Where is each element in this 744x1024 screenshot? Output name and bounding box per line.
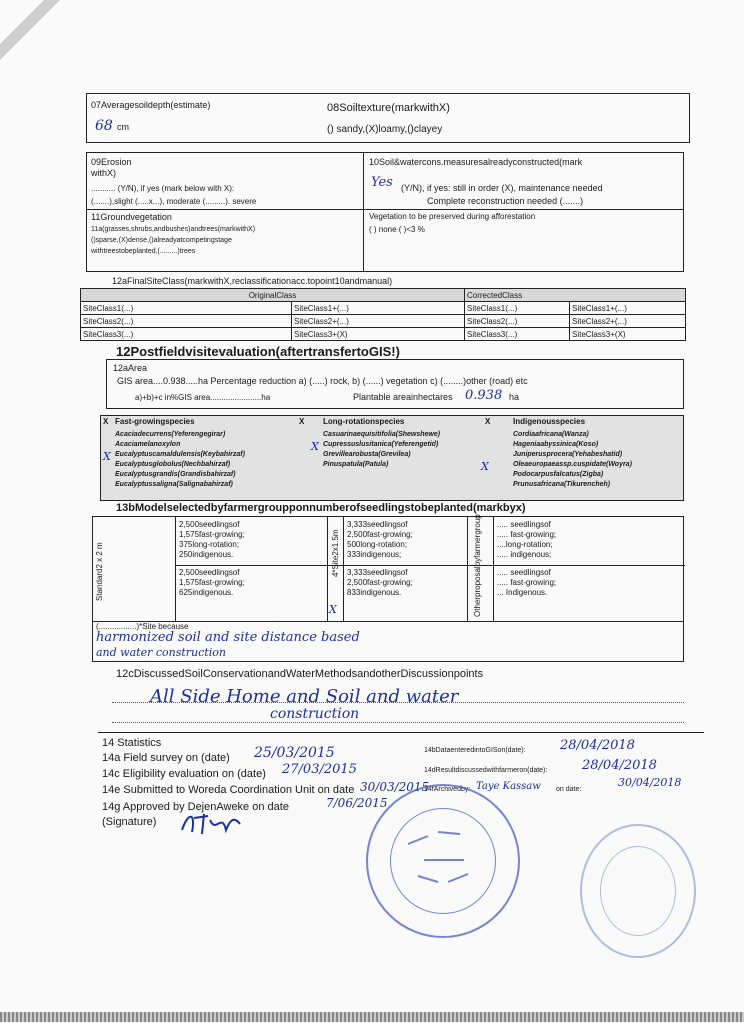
archived-date: 30/04/2018 — [618, 776, 682, 789]
area-percentage-line: a)+b)+c in%GIS area.......................ha — [135, 393, 271, 402]
plantable-area-unit: ha — [509, 392, 520, 402]
plantable-area-label: Plantable areainhectares — [353, 392, 453, 402]
soil-texture-label: 08Soiltexture(markwithX) — [327, 102, 450, 114]
result-discussed-label: 14dResultdiscussedwithfarmeron(date): — [424, 767, 548, 774]
divider — [493, 517, 494, 621]
site-class-cell: SiteClass2(...) — [465, 315, 570, 328]
model-selected-title: 13bModelselectedbyfarmergroupponnumberofseedlingstobeplanted(markbyx) — [116, 502, 526, 514]
divider — [98, 732, 704, 733]
signature-label: (Signature) — [102, 816, 157, 828]
model-box — [92, 516, 684, 622]
submitted-label: 14e Submitted to Woreda Coordination Unit on date — [102, 784, 355, 796]
archived-on-label: on date: — [556, 786, 582, 793]
site-class-table — [80, 288, 686, 341]
list-item: Eucalyptussaligna(Salignabahirzaf) — [115, 481, 233, 488]
table-row — [81, 328, 686, 341]
site-class-cell: SiteClass3+(X) — [570, 328, 686, 341]
discussion-note-2: construction — [270, 706, 360, 722]
site-class-cell: SiteClass3(...) — [81, 328, 292, 341]
standard-label: Standard2 x 2 m — [95, 542, 104, 601]
erosion-vegetation-box — [86, 152, 684, 272]
divider — [87, 209, 683, 210]
gis-area-line: GIS area....0.938.....ha Percentage reduction a) (.....) rock, b) (......) vegetation c) (........)other (road) etc — [117, 376, 528, 386]
fast-growing-mark: X — [103, 417, 109, 426]
site-because-note-1: harmonized soil and site distance based — [96, 630, 360, 645]
site-because-box — [92, 622, 684, 662]
site-class-cell: SiteClass3+(X) — [292, 328, 465, 341]
site-option-a: 3,333seedlingsof 2,500fast-growing; 500long-rotation; 333indigenous; — [347, 520, 413, 559]
list-item: Cordiaafricana(Wanza) — [513, 431, 589, 438]
list-item: Acaciadecurrens(Yeferengegirar) — [115, 431, 226, 438]
soil-texture-options: () sandy,(X)loamy,()clayey — [327, 124, 443, 135]
submitted-date: 30/03/2015 — [360, 780, 430, 794]
site-class-cell: SiteClass1+(...) — [292, 302, 465, 315]
data-entered-date: 28/04/2018 — [560, 738, 635, 753]
original-class-header: OriginalClass — [81, 289, 465, 302]
list-item: Cupressuslusitanica(Yeferengetid) — [323, 441, 439, 448]
scan-edge — [0, 1012, 744, 1022]
list-item: Casuarinaequisitifolia(Shewshewe) — [323, 431, 441, 438]
erosion-degree-line: (.......),slight (.....x...), moderate (.........). severe — [91, 197, 257, 206]
site-class-cell: SiteClass2+(...) — [570, 315, 686, 328]
soil-depth-texture-box — [86, 93, 690, 143]
soil-depth-label: 07Averagesoildepth(estimate) — [91, 100, 211, 110]
statistics-title: 14 Statistics — [102, 737, 162, 749]
list-item: Pinuspatula(Patula) — [323, 461, 389, 468]
ground-vegetation-line-3: withtreestobeplanted,(.........)trees — [91, 248, 196, 255]
divider — [343, 517, 344, 621]
divider — [467, 517, 468, 621]
divider — [175, 565, 685, 566]
approved-label: 14g Approved by DejenAweke on date — [102, 801, 289, 813]
site-class-cell: SiteClass1(...) — [465, 302, 570, 315]
soil-depth-unit: cm — [117, 122, 129, 132]
site-class-cell: SiteClass1+(...) — [570, 302, 686, 315]
long-rotation-mark: X — [299, 417, 305, 426]
area-label: 12aArea — [113, 363, 148, 373]
list-item: Oleaeuropaeassp.cuspidate(Woyra) — [513, 461, 632, 468]
list-item: Hageniaabyssinica(Koso) — [513, 441, 599, 448]
site-class-cell: SiteClass2(...) — [81, 315, 292, 328]
dotted-line — [112, 722, 684, 723]
table-row — [81, 302, 686, 315]
eligibility-date: 27/03/2015 — [282, 762, 357, 777]
ground-vegetation-line-1: 11a(grasses,shrubs,andbushes)andtrees(markwithX) — [91, 226, 256, 233]
list-item: Grevillearobusta(Grevilea) — [323, 451, 411, 458]
site-class-cell: SiteClass1(...) — [81, 302, 292, 315]
erosion-yn-line: ........... (Y/N), if yes (mark below with X): — [91, 184, 235, 193]
divider — [363, 153, 364, 271]
signature-icon — [178, 810, 248, 838]
site-because-note-2: and water construction — [96, 646, 226, 659]
indigenous-mark: X — [485, 417, 491, 426]
final-site-class-title: 12aFinalSiteClass(markwithX,reclassificationacc.topoint10andmanual) — [112, 276, 393, 286]
site-class-cell: SiteClass3(...) — [465, 328, 570, 341]
discussion-note-1: All Side Home and Soil and water — [150, 686, 459, 707]
field-survey-label: 14a Field survey on (date) — [102, 752, 230, 764]
divider — [327, 517, 328, 621]
vegetation-preserve-label: Vegetation to be preserved during afforestation — [369, 212, 536, 221]
table-row — [81, 315, 686, 328]
list-item: Podocarpusfalcatus(Zigba) — [513, 471, 604, 478]
vegetation-preserve-options: ( ) none ( )<3 % — [369, 225, 425, 234]
faded-stamp-icon — [580, 824, 696, 958]
site-selected-mark: X — [329, 603, 337, 616]
long-rotation-header: Long-rotationspecies — [323, 417, 405, 426]
species-mark-2: X — [311, 440, 319, 453]
post-field-visit-title: 12Postfieldvisitevaluation(aftertransfertoGIS!) — [116, 344, 400, 359]
ground-vegetation-line-2: ()sparse,(X)dense,()alreadyatcompetingstage — [91, 237, 232, 244]
field-survey-date: 25/03/2015 — [254, 745, 335, 761]
official-stamp-icon — [366, 784, 520, 938]
list-item: Prunusafricana(Tikurencheh) — [513, 481, 611, 488]
corrected-class-header: CorrectedClass — [465, 289, 686, 302]
folded-corner-icon — [0, 0, 60, 60]
species-box — [100, 415, 684, 501]
erosion-label-2: withX) — [91, 168, 117, 178]
eligibility-label: 14c Eligibility evaluation on (date) — [102, 768, 266, 780]
area-box — [106, 359, 684, 409]
divider — [175, 517, 176, 621]
other-option-a: ..... seedlingsof ..... fast-growing; ....long-rotation; ..... indigenous; — [497, 520, 557, 559]
erosion-label: 09Erosion — [91, 157, 132, 167]
soil-water-measures-label: 10Soil&watercons.measuresalreadyconstructed(mark — [369, 157, 583, 167]
archived-by: Taye Kassaw — [476, 781, 541, 792]
site-class-cell: SiteClass2+(...) — [292, 315, 465, 328]
site-label: 4*Site2x1.5m — [331, 529, 340, 577]
species-mark-3: X — [481, 460, 489, 473]
plantable-area-value: 0.938 — [465, 388, 503, 403]
standard-option-a: 2,500seedlingsof 1,575fast-growing; 375long-rotation; 250indigenous. — [179, 520, 245, 559]
long-rotation-list — [323, 430, 440, 470]
list-item: Juniperusprocera(Yehabeshatid) — [513, 451, 623, 458]
soil-water-line-1: (Y/N), if yes: still in order (X), maintenance needed — [401, 183, 603, 193]
standard-option-b: 2,500seedlingsof 1,575fast-growing; 625indigenous. — [179, 568, 245, 597]
soil-water-answer: Yes — [371, 175, 393, 190]
list-item: Eucalyptusglobolus(Nechbahirzaf) — [115, 461, 231, 468]
indigenous-header: Indigenousspecies — [513, 417, 586, 426]
approved-date: 7/06/2015 — [326, 796, 388, 810]
other-proposal-label: Otherproposalbyfarmergroup — [473, 514, 482, 617]
ground-vegetation-label: 11Groundvegetation — [91, 212, 172, 222]
other-option-b: ..... seedlingsof ..... fast-growing; ... Indigenous. — [497, 568, 557, 597]
list-item: Acaciamelanoxylon — [115, 441, 181, 448]
data-entered-label: 14bDataenteredintoGISon(date): — [424, 747, 526, 754]
site-option-b: 3,333seedlingsof 2,500fast-growing; 833indigenous. — [347, 568, 413, 597]
indigenous-list — [513, 430, 632, 490]
fast-growing-list — [115, 430, 245, 490]
list-item: Eucalyptuscamaldulensis(Keybahirzaf) — [115, 451, 245, 458]
result-discussed-date: 28/04/2018 — [582, 758, 657, 773]
archived-label: 14fArchivedby: — [424, 786, 471, 793]
list-item: Eucalyptusgrandis(Grandisbahirzaf) — [115, 471, 236, 478]
fast-growing-header: Fast-growingspecies — [115, 417, 195, 426]
soil-water-line-2: Complete reconstruction needed (.......) — [427, 196, 584, 206]
soil-depth-value: 68 — [95, 118, 113, 134]
discussion-title: 12cDiscussedSoilConservationandWaterMethodsandotherDiscussionpoints — [116, 668, 484, 680]
species-mark-1: X — [103, 450, 111, 463]
site-because-label: (.................)*Site because — [96, 622, 189, 631]
